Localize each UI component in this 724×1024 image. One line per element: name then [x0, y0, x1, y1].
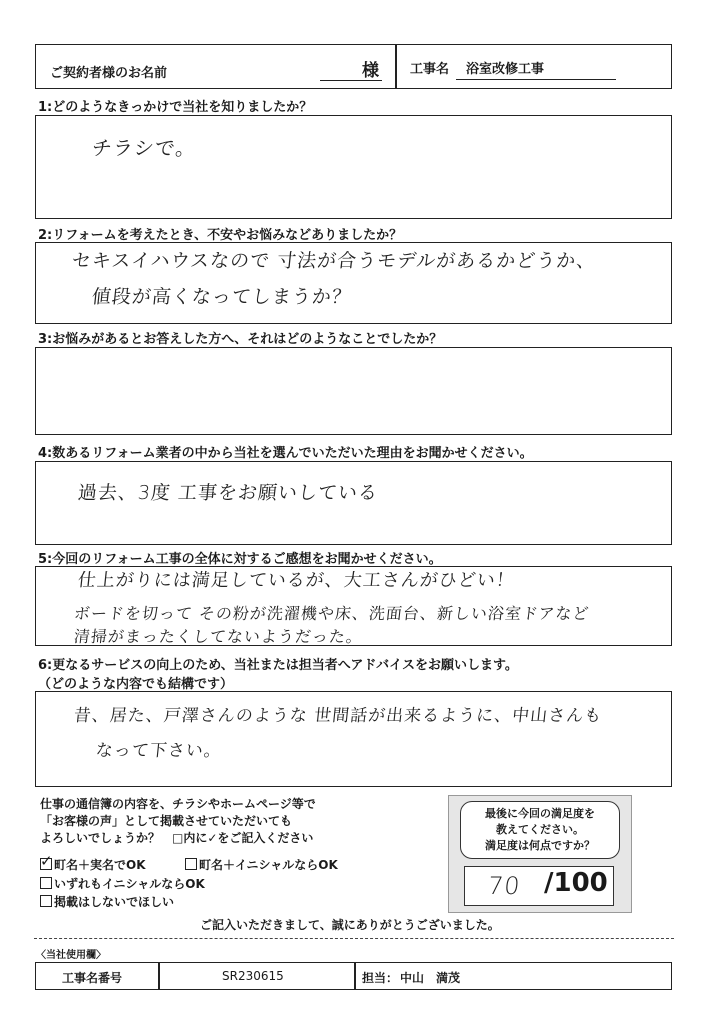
- name-label: ご契約者様のお名前: [50, 66, 168, 81]
- office-divider: [158, 962, 160, 990]
- q1-label: 1:どのようなきっかけで当社を知りましたか？: [38, 100, 313, 115]
- consent-option-real-name[interactable]: [40, 856, 146, 873]
- q6-answer-line: 昔、居た、戸澤さんのような 世間話が出来るように、中山さんも: [72, 706, 604, 726]
- office-divider: [354, 962, 356, 990]
- q1-answer-box: [35, 115, 672, 219]
- project-label: 工事名: [410, 62, 450, 77]
- option-label: 掲載はしないでほしい: [54, 895, 175, 909]
- consent-line: 「お客様の声」として掲載させていただいても: [40, 814, 293, 828]
- project-number: SR230615: [222, 969, 284, 983]
- consent-option-no-publish[interactable]: [40, 893, 174, 910]
- staff-label: 担当：: [362, 971, 399, 985]
- q3-answer-box: [35, 347, 672, 435]
- q5-answer-line: 清掃がまったくしてないようだった。: [72, 627, 364, 646]
- honorific: 様: [362, 61, 379, 81]
- consent-option-initials-only[interactable]: [40, 875, 205, 892]
- score-value: 70: [486, 872, 523, 900]
- project-name: 浴室改修工事: [466, 62, 545, 77]
- q2-label: 2:リフォームを考えたとき、不安やお悩みなどありましたか？: [38, 228, 403, 243]
- option-label: 町名＋実名でOK: [54, 858, 146, 872]
- consent-option-initials-with-town[interactable]: [185, 856, 338, 873]
- header-divider: [395, 44, 397, 89]
- consent-line: 仕事の通信簿の内容を、チラシやホームページ等で: [40, 797, 316, 811]
- option-label: いずれもイニシャルならOK: [54, 877, 205, 891]
- prompt-line: 教えてください。: [496, 823, 584, 836]
- option-label: 町名＋イニシャルならOK: [199, 858, 338, 872]
- satisfaction-prompt: [460, 806, 620, 854]
- consent-line: よろしいでしょうか？ □内に✓をご記入ください: [40, 831, 314, 845]
- q2-answer-line: セキスイハウスなので 寸法が合うモデルがあるかどうか、: [70, 250, 598, 272]
- q2-answer-line: 値段が高くなってしまうか？: [90, 286, 354, 308]
- prompt-line: 満足度は何点ですか？: [485, 839, 595, 852]
- checkbox-icon[interactable]: [40, 877, 52, 889]
- score-max: /100: [544, 868, 608, 898]
- project-number-label: 工事名番号: [62, 971, 123, 985]
- thanks-message: ご記入いただきまして、誠にありがとうございました。: [200, 918, 500, 932]
- project-underline: [456, 79, 616, 80]
- prompt-line: 最後に今回の満足度を: [485, 807, 595, 820]
- checkbox-icon[interactable]: [40, 895, 52, 907]
- q4-label: 4:数あるリフォーム業者の中から当社を選んでいただいた理由をお聞かせください。: [38, 446, 533, 461]
- q5-label: 5:今回のリフォーム工事の全体に対するご感想をお聞かせください。: [38, 552, 442, 567]
- q4-answer-line: 過去、3度 工事をお願いしている: [76, 482, 380, 504]
- q1-answer-line: チラシで。: [90, 136, 198, 160]
- staff-name: 中山 満茂: [400, 971, 461, 985]
- q5-answer-line: 仕上がりには満足しているが、大工さんがひどい！: [76, 570, 516, 591]
- q3-label: 3:お悩みがあるとお答えした方へ、それはどのようなことでしたか？: [38, 332, 443, 347]
- checkbox-checked-icon[interactable]: [40, 858, 52, 870]
- q5-answer-line: ボードを切って その粉が洗濯機や床、洗面台、新しい浴室ドアなど: [72, 604, 591, 623]
- cut-line: [34, 938, 674, 939]
- checkbox-icon[interactable]: [185, 858, 197, 870]
- q6-sublabel: （どのような内容でも結構です）: [38, 677, 234, 692]
- q6-label: 6:更なるサービスの向上のため、当社または担当者へアドバイスをお願いします。: [38, 658, 518, 673]
- q6-answer-line: なって下さい。: [94, 741, 223, 761]
- office-section-label: 〈当社使用欄〉: [36, 950, 106, 961]
